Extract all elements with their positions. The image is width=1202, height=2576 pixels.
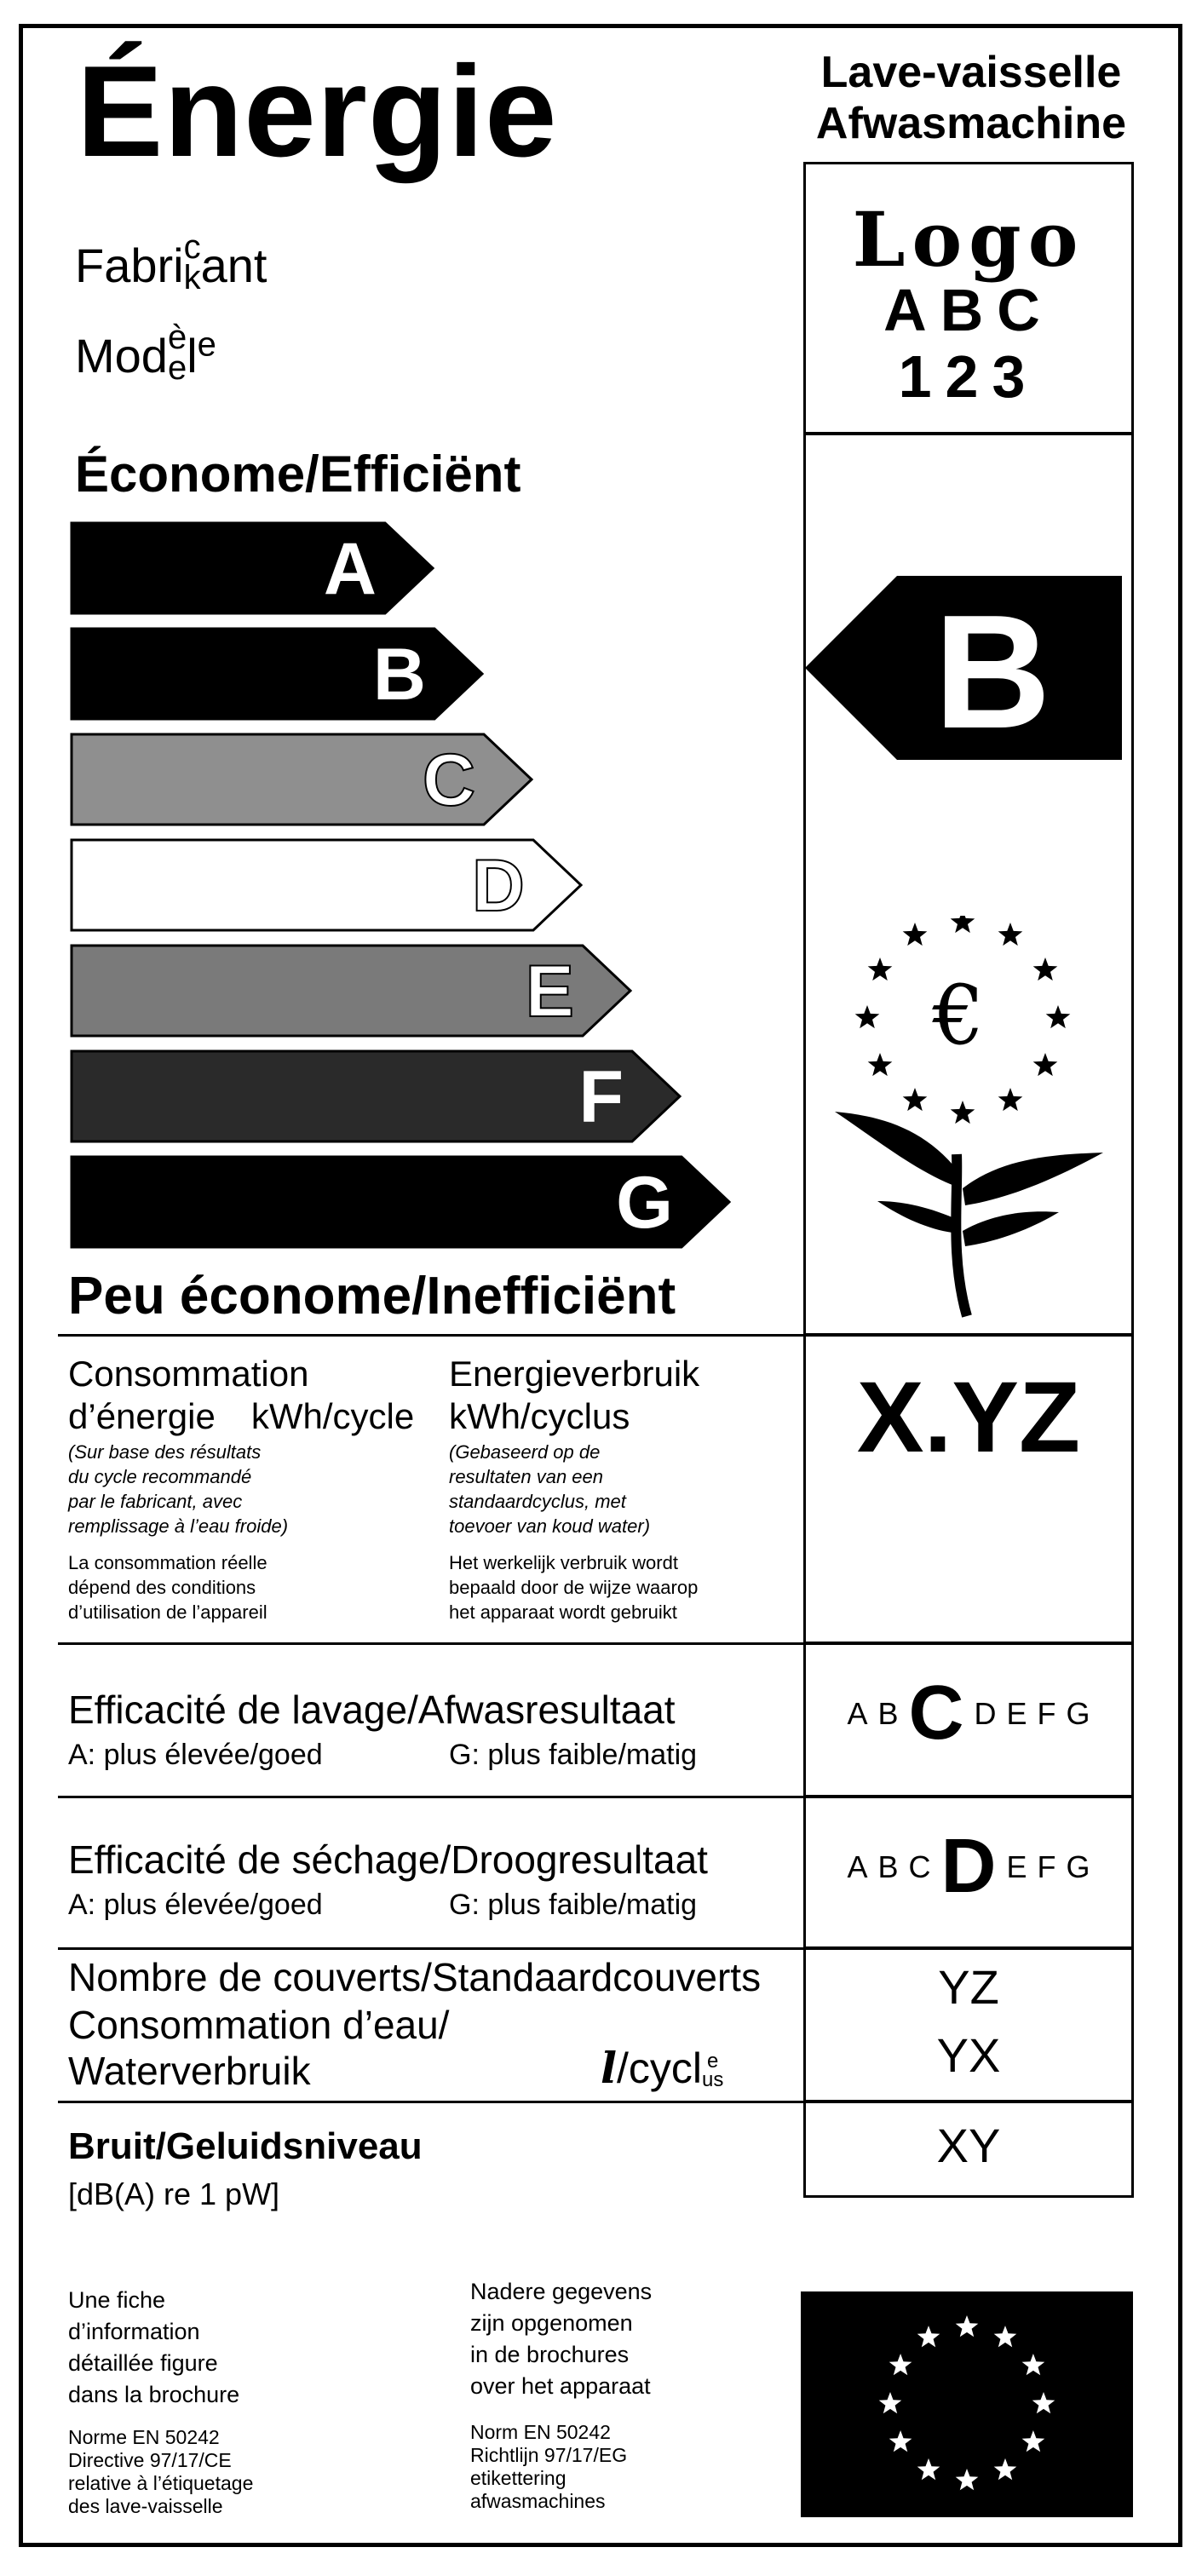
efficiency-arrow-f (70, 1049, 683, 1143)
scale-letter-a: A (847, 1695, 868, 1731)
place-settings-value: YZ (938, 1960, 999, 2014)
star-icon (903, 1088, 928, 1111)
water-label-line2: Waterverbruik (68, 2049, 311, 2093)
manufacturer-label (75, 228, 267, 296)
consumption-fr-unit: kWh/cycle (250, 1396, 415, 1436)
footer-fr-norm (68, 2426, 253, 2518)
star-icon (917, 2326, 940, 2347)
footer-line: over het apparaat (470, 2373, 651, 2399)
star-icon (1033, 1053, 1058, 1076)
brand-box (803, 162, 1134, 434)
nl-real-line: bepaald door de wijze waarop (449, 1577, 699, 1598)
efficiency-arrow-b (70, 627, 486, 721)
star-icon (994, 2326, 1017, 2347)
fr-note-line: (Sur base des résultats (68, 1441, 262, 1463)
efficiency-arrow-e (70, 944, 634, 1038)
star-icon (868, 1053, 893, 1076)
footer-line: Nadere gegevens (470, 2279, 653, 2304)
efficiency-arrow-g (70, 1155, 733, 1249)
fr-note-line: du cycle recommandé (68, 1466, 252, 1487)
drying-a-text: A: plus élevée/goed (68, 1889, 323, 1921)
scale-letter-g: G (1066, 1695, 1090, 1731)
divider (58, 1796, 808, 1798)
scale-letter-a: A (847, 1849, 868, 1884)
nl-note-line: resultaten van een (449, 1466, 604, 1487)
footer-nl-info (470, 2276, 652, 2402)
efficiency-arrow-letter: D (471, 845, 525, 927)
consumption-fr-title: Consommation (68, 1354, 309, 1394)
scale-letter-b: B (877, 1849, 899, 1884)
selected-class-pointer (805, 576, 1122, 764)
efficiency-arrow-c (70, 733, 535, 826)
scale-letter-e: E (1006, 1849, 1027, 1884)
model-sub: e (167, 349, 187, 387)
model-label (75, 319, 216, 387)
washing-title: Efficacité de lavage/Afwasresultaat (68, 1688, 676, 1732)
footer-line: Norme EN 50242 (68, 2426, 220, 2448)
scale-letter-d: D (974, 1695, 997, 1731)
drying-scale (803, 1823, 1134, 1911)
footer-line: etikettering (470, 2467, 566, 2489)
footer-line: in de brochures (470, 2342, 630, 2367)
star-icon (903, 923, 928, 946)
star-icon (998, 1088, 1023, 1111)
eu-flower-icon (831, 916, 1112, 1329)
scale-letter-b: B (877, 1695, 899, 1731)
consumption-nl-unit: kWh/cyclus (449, 1396, 630, 1436)
footer-line: dans la brochure (68, 2382, 240, 2407)
footer-nl-norm (470, 2421, 627, 2513)
fr-real-line: dépend des conditions (68, 1577, 256, 1598)
footer-line: zijn opgenomen (470, 2310, 633, 2336)
brand-digits: 123 (898, 343, 1039, 410)
nl-note-line: standaardcyclus, met (449, 1491, 626, 1512)
star-icon (956, 2469, 979, 2490)
water-label-line1: Consommation d’eau/ (68, 2003, 450, 2047)
eu-flower-letter: € (932, 968, 985, 1063)
efficiency-arrow-a (70, 521, 436, 615)
appliance-type (784, 47, 1159, 149)
star-icon (994, 2458, 1017, 2480)
footer-fr-info (68, 2285, 239, 2411)
water-unit-sub: us (702, 2068, 724, 2091)
nl-note-line: (Gebaseerd op de (449, 1441, 601, 1463)
footer-line: détaillée figure (68, 2350, 218, 2376)
star-icon (868, 957, 893, 980)
efficiency-arrow-letter: F (578, 1056, 624, 1138)
drying-title: Efficacité de séchage/Droogresultaat (68, 1837, 708, 1882)
brand-letters: ABC (883, 277, 1054, 343)
scale-letter-g: G (1066, 1849, 1090, 1884)
divider (58, 1642, 808, 1645)
footer-line: des lave-vaisselle (68, 2495, 223, 2517)
noise-value: XY (936, 2119, 1001, 2172)
scale-letter-f: F (1037, 1695, 1056, 1731)
star-icon (879, 2392, 902, 2413)
scale-letter-e: E (1006, 1695, 1027, 1731)
fr-real-line: d’utilisation de l’appareil (68, 1601, 267, 1623)
footer-line: Directive 97/17/CE (68, 2449, 232, 2471)
eu-flag-icon (801, 2291, 1133, 2517)
nl-note-line: toevoer van koud water) (449, 1515, 651, 1537)
fr-real-line: La consommation réelle (68, 1552, 267, 1573)
maker-suffix: ant (200, 239, 267, 292)
star-icon (1032, 2392, 1055, 2413)
water-value: YX (936, 2028, 1001, 2082)
drying-g-text: G: plus faible/matig (449, 1889, 698, 1921)
star-icon (951, 1101, 975, 1124)
footer-line: relative à l’étiquetage (68, 2472, 254, 2494)
fr-note-line: par le fabricant, avec (68, 1491, 243, 1512)
star-icon (1033, 957, 1058, 980)
water-unit-l: l (601, 2043, 617, 2093)
footer-line: d’information (68, 2319, 200, 2344)
consumption-nl-note (449, 1440, 650, 1538)
water-unit-cycl: /cycl (617, 2044, 702, 2092)
divider (58, 1334, 808, 1337)
efficiency-arrow-letter: A (323, 528, 377, 610)
star-icon (855, 1005, 880, 1028)
footer-line: afwasmachines (470, 2490, 606, 2512)
label-title: Énergie (77, 39, 558, 184)
maker-sup: c (183, 228, 201, 266)
consumption-nl-real (449, 1550, 698, 1624)
star-icon (889, 2430, 912, 2452)
efficiency-arrow-letter: E (525, 951, 574, 1032)
model-suffix: l (187, 329, 198, 382)
star-icon (998, 923, 1023, 946)
water-unit (601, 2044, 723, 2092)
efficiency-arrow-letter: B (372, 634, 426, 716)
efficiency-arrow-letter: G (616, 1162, 673, 1244)
scale-letter-c: C (908, 1849, 931, 1884)
model-end: e (197, 325, 216, 364)
consumption-fr-note (68, 1440, 288, 1538)
consumption-value: X.YZ (856, 1361, 1081, 1474)
inefficient-label: Peu économe/Inefficiënt (68, 1267, 676, 1325)
footer-line: Richtlijn 97/17/EG (470, 2444, 628, 2466)
star-icon (951, 916, 975, 933)
nl-real-line: Het werkelijk verbruik wordt (449, 1552, 678, 1573)
star-icon (1022, 2354, 1045, 2375)
nl-real-line: het apparaat wordt gebruikt (449, 1601, 677, 1623)
noise-unit: [dB(A) re 1 pW] (68, 2176, 280, 2211)
star-icon (889, 2354, 912, 2375)
footer-line: Norm EN 50242 (470, 2421, 611, 2443)
noise-title: Bruit/Geluidsniveau (68, 2125, 423, 2167)
consumption-fr-energy (68, 1397, 414, 1436)
scale-letter-c: C (908, 1670, 964, 1756)
consumption-fr-energy-label: d’énergie (68, 1396, 216, 1436)
washing-scale (803, 1670, 1134, 1757)
model-sup: è (167, 319, 187, 356)
washing-g-text: G: plus faible/matig (449, 1739, 698, 1771)
model-prefix: Mod (75, 329, 168, 382)
efficiency-arrow-d (70, 838, 584, 932)
star-icon (956, 2315, 979, 2337)
maker-sub: k (183, 259, 201, 296)
maker-prefix: Fabri (75, 239, 184, 292)
appliance-type-fr: Lave-vaisselle (820, 48, 1122, 97)
star-icon (1022, 2430, 1045, 2452)
appliance-type-nl: Afwasmachine (815, 99, 1127, 148)
consumption-nl-title: Energieverbruik (449, 1354, 700, 1394)
efficient-label: Économe/Efficiënt (75, 446, 521, 503)
divider (58, 1947, 808, 1950)
divider (58, 2101, 808, 2103)
star-icon (917, 2458, 940, 2480)
water-unit-sup: e (707, 2050, 719, 2073)
scale-letter-d: D (940, 1824, 997, 1909)
star-icon (1046, 1005, 1071, 1028)
footer-line: Une fiche (68, 2287, 166, 2313)
consumption-fr-real (68, 1550, 267, 1624)
washing-a-text: A: plus élevée/goed (68, 1739, 323, 1771)
selected-class-letter: B (934, 582, 1051, 760)
brand-logo: Logo (852, 195, 1085, 284)
fr-note-line: remplissage à l’eau froide) (68, 1515, 289, 1537)
place-settings-label: Nombre de couverts/Standaardcouverts (68, 1955, 762, 1999)
efficiency-arrow-letter: C (422, 739, 475, 821)
scale-letter-f: F (1037, 1849, 1056, 1884)
